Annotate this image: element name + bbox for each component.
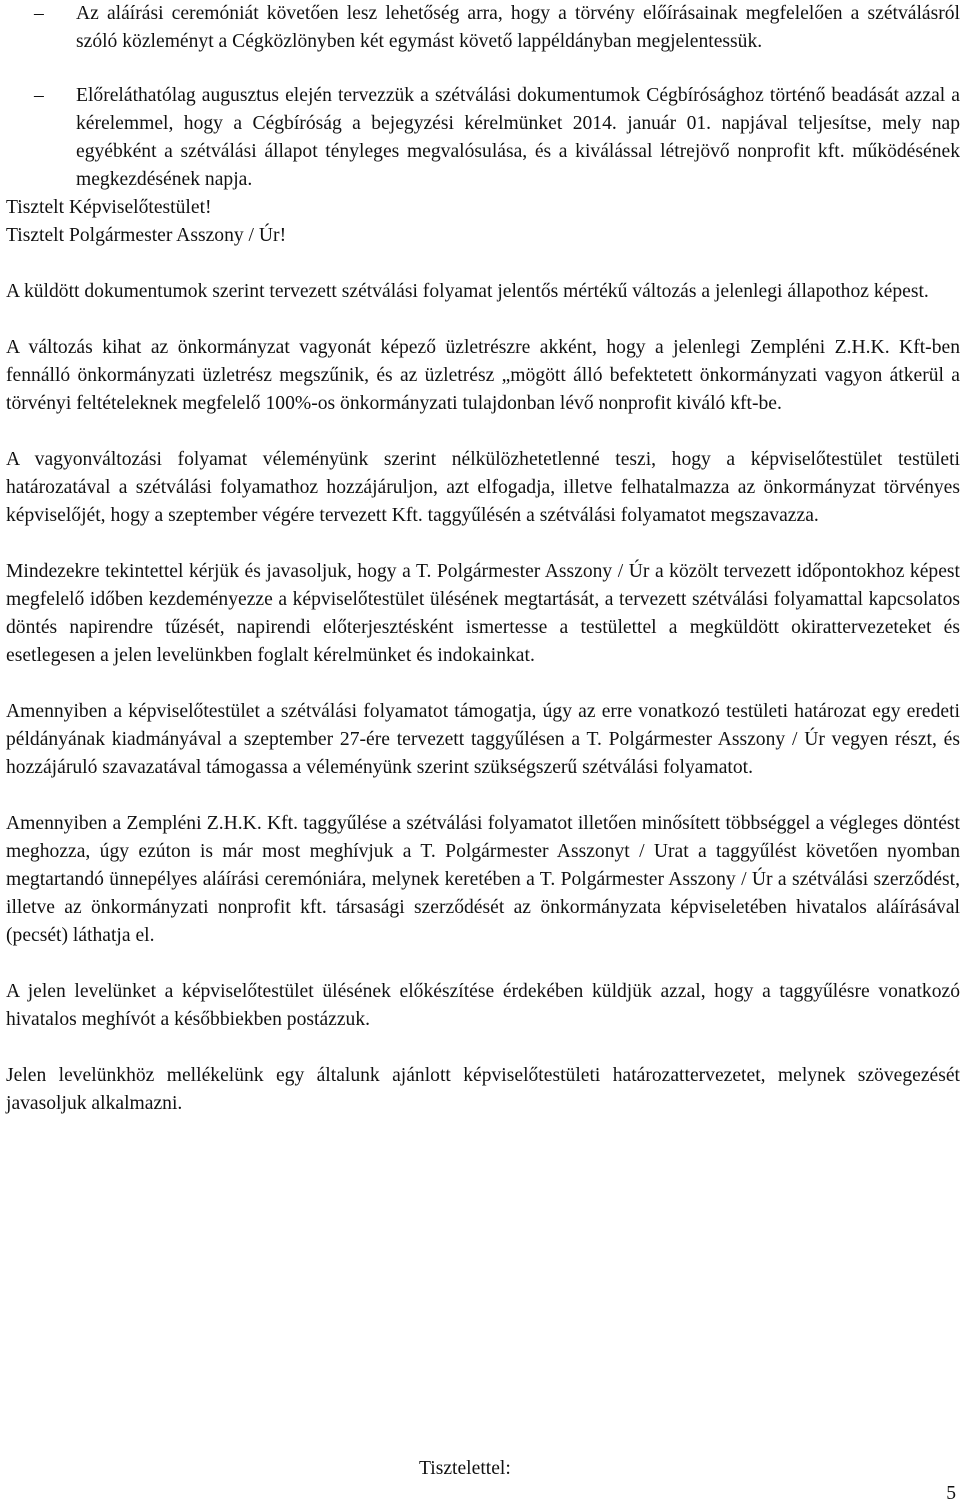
- paragraph-ceremony-invitation: Amennyiben a Zempléni Z.H.K. Kft. taggyűlése a szétválási folyamatot illetően minősített többséggel a végleges döntést meghozza, úgy ezúton is már most meghívjuk a T. Polgármester Asszonyt / Urat a taggyűlést követően nyomban megtartandó ünnepélyes aláírási ceremóniára, melynek keretében a T. Polgármester Asszony / Úr a szétválási szerződést, illetve az önkormányzati nonprofit kft. társasági szerződését az önkormányzata képviseletében hivatalos aláírásával (pecsét) láthatja el.: [6, 813, 960, 946]
- paragraph-preparation: A jelen levelünket a képviselőtestület ülésének előkészítése érdekében küldjük azzal, hogy a taggyűlésre vonatkozó hivatalos meghívót a későbbiekben postázzuk.: [6, 981, 960, 1030]
- paragraph-planned-process: A küldött dokumentumok szerint tervezett szétválási folyamat jelentős mértékű változás a jelenlegi állapothoz képest.: [6, 281, 929, 302]
- bullet-dash: –: [34, 3, 44, 24]
- paragraph-attachment: Jelen levelünkhöz mellékelünk egy általunk ajánlott képviselőtestületi határozattervezetet, melynek szövegezését javasoljuk alkalmazni.: [6, 1065, 960, 1114]
- document-page: [6, 0, 960, 1118]
- paragraph-council-approval: A vagyonváltozási folyamat véleményünk szerint nélkülözhetetlenné teszi, hogy a képviselőtestület testületi határozatával a szétválási folyamathoz hozzájáruljon, azt elfogadja, illetve felhatalmazza az önkormányzat törvényes képviselőjét, hogy a szeptember végére tervezett Kft. taggyűlésén a szétválási folyamatot megszavazza.: [6, 449, 960, 526]
- page-number: 5: [946, 1483, 956, 1504]
- bullet-text: Előreláthatólag augusztus elején tervezzük a szétválási dokumentumok Cégbírósághoz történő beadását azzal a kérelemmel, hogy a Cégbíróság a bejegyzési kérelmünket 2014. január 01. napjával teljesítse, mely nap egyébként a szétválási állapot tényleges megvalósulása, és a kiválással létrejövő nonprofit kft. működésének megkezdésének napja.: [76, 85, 960, 190]
- greeting-council: Tisztelt Képviselőtestület!: [6, 197, 212, 218]
- bullet-dash: –: [34, 85, 44, 106]
- bullet-item-court-filing: [6, 82, 960, 194]
- paragraph-request-meeting: Mindezekre tekintettel kérjük és javasoljuk, hogy a T. Polgármester Asszony / Úr a közölt tervezett időpontokhoz képest megfelelő időben kezdeményezze a képviselőtestület ülésének megtartását, a tervezett szétválási folyamattal kapcsolatos döntés napirendre tűzését, napirendi előterjesztésként ismertesse a testülettel a megküldött okirattervezeteket és esetlegesen a jelen levelünkben foglalt kérelmünket és indokainkat.: [6, 561, 960, 666]
- greeting-mayor: Tisztelt Polgármester Asszony / Úr!: [6, 225, 287, 246]
- paragraph-asset-change: A változás kihat az önkormányzat vagyonát képező üzletrészre akként, hogy a jelenlegi Zempléni Z.H.K. Kft-ben fennálló önkormányzati üzletrész megszűnik, és az üzletrész „mögött álló befektetett önkormányzati vagyon átkerül a törvényi feltételeknek megfelelő 100%-os önkormányzati tulajdonban lévő nonprofit kiváló kft-be.: [6, 337, 960, 414]
- bullet-item-publication: [6, 0, 960, 56]
- bullet-text: Az aláírási ceremóniát követően lesz lehetőség arra, hogy a törvény előírásainak megfelelően a szétválásról szóló közleményt a Cégközlönyben két egymást követő lappéldányban megjelentessük.: [76, 3, 960, 52]
- closing-salutation: Tisztelettel:: [419, 1458, 511, 1479]
- paragraph-support-resolution: Amennyiben a képviselőtestület a szétválási folyamatot támogatja, úgy az erre vonatkozó testületi határozat egy eredeti példányának kiadmányával a szeptember 27-ére tervezett taggyűlésen a T. Polgármester Asszony / Úr vegyen részt, és hozzájáruló szavazatával támogassa a véleményünk szerint szükségszerű szétválási folyamatot.: [6, 701, 960, 778]
